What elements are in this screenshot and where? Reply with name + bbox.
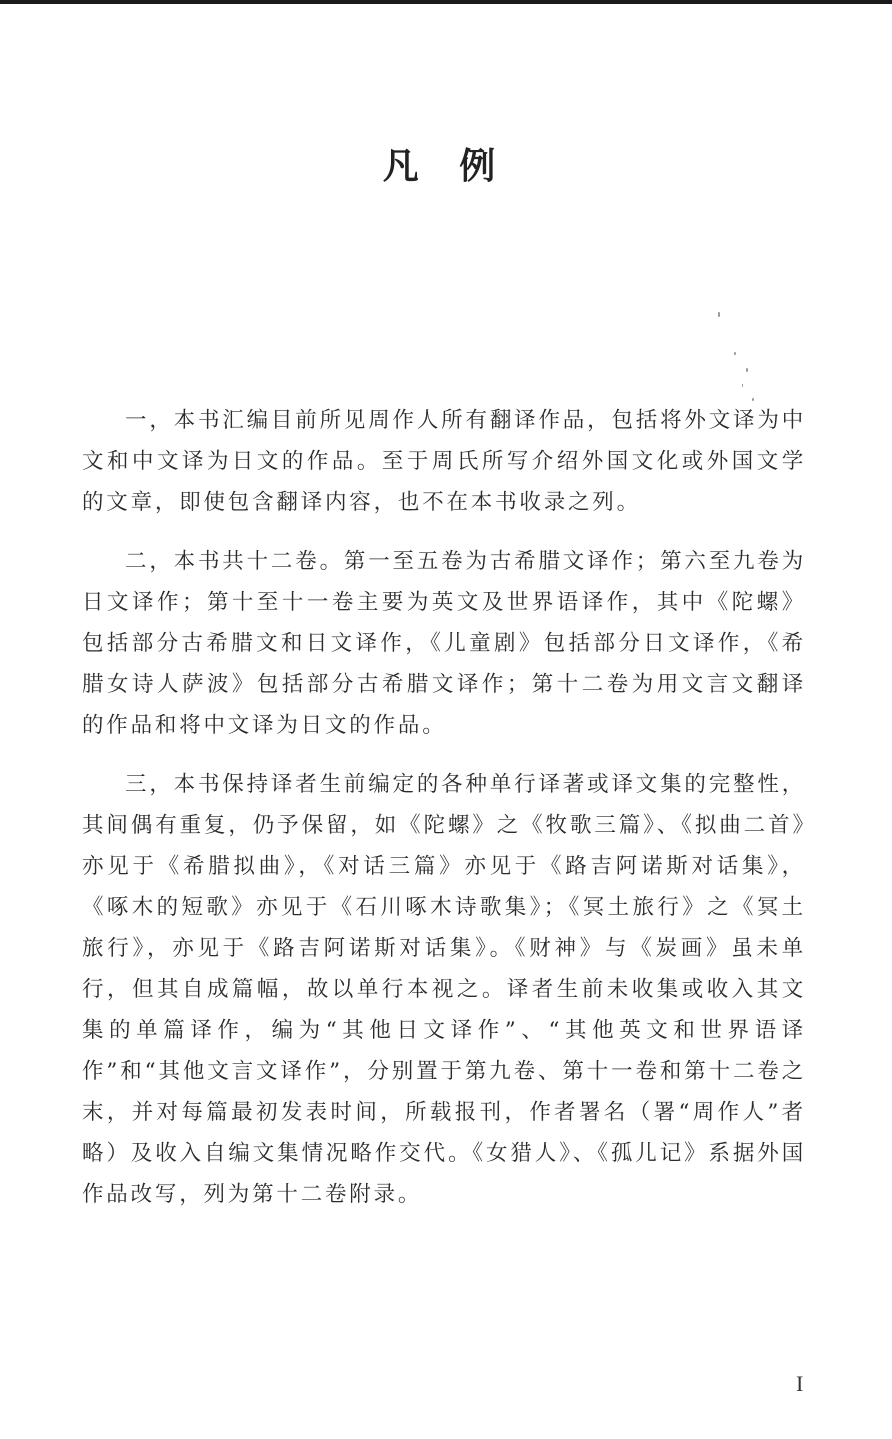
- page-title: 凡 例: [382, 145, 510, 188]
- paragraph-3: 三，本书保持译者生前编定的各种单行译著或译文集的完整性，其间偶有重复，仍予保留，如《陀螺》之《牧歌三篇》、《拟曲二首》亦见于《希腊拟曲》，《对话三篇》亦见于《路吉阿诺斯对话集》，《啄木的短歌》亦见于《石川啄木诗歌集》；《冥土旅行》之《冥土旅行》，亦见于《路吉阿诺斯对话集》。《财神》与《炭画》虽未单行，但其自成篇幅，故以单行本视之。译者生前未收集或收入其文集的单篇译作，编为“其他日文译作”、“其他英文和世界语译作”和“其他文言文译作”，分别置于第九卷、第十一卷和第十二卷之末，并对每篇最初发表时间，所载报刊，作者署名（署“周作人”者略）及收入自编文集情况略作交代。《女猎人》、《孤儿记》系据外国作品改写，列为第十二卷附录。: [82, 772, 806, 1207]
- paragraph-1: 一，本书汇编目前所见周作人所有翻译作品，包括将外文译为中文和中文译为日文的作品。至于周氏所写介绍外国文化或外国文学的文章，即使包含翻译内容，也不在本书收录之列。: [82, 408, 806, 515]
- page-number: I: [796, 1371, 804, 1396]
- body-text: [82, 400, 806, 1233]
- top-border-rule: [0, 0, 892, 4]
- paragraph-2: 二，本书共十二卷。第一至五卷为古希腊文译作；第六至九卷为日文译作；第十至十一卷主要为英文及世界语译作，其中《陀螺》包括部分古希腊文和日文译作，《儿童剧》包括部分日文译作，《希腊女诗人萨波》包括部分古希腊文译作；第十二卷为用文言文翻译的作品和将中文译为日文的作品。: [82, 549, 806, 738]
